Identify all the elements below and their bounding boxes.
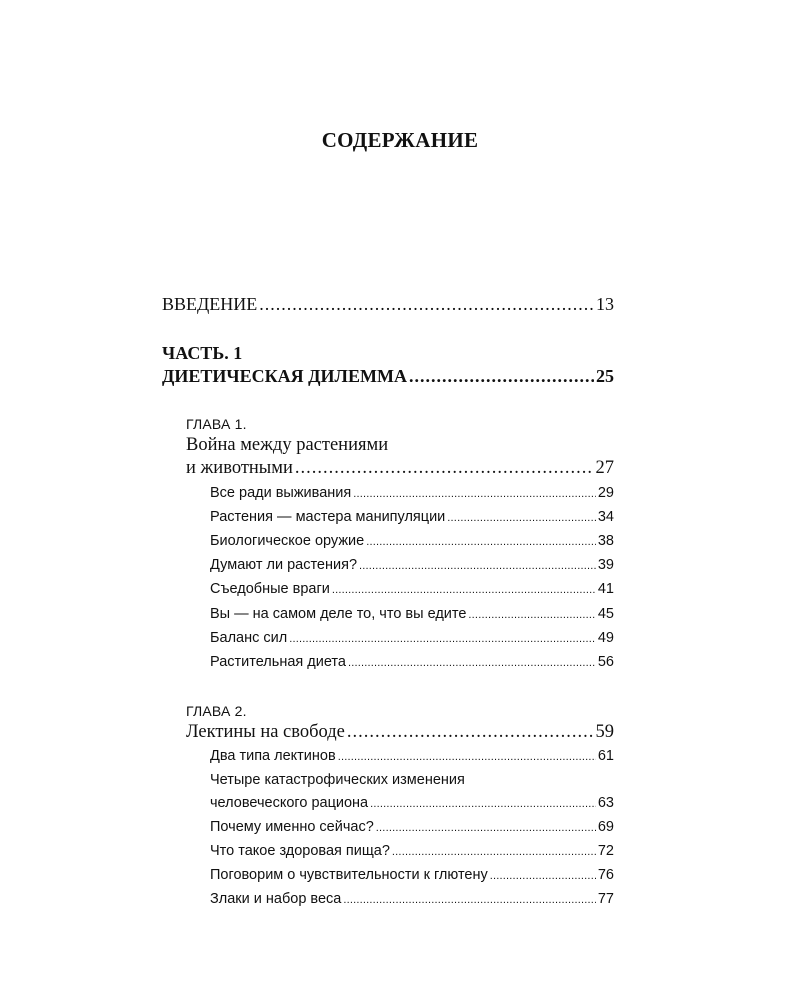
toc-section <box>210 485 614 501</box>
toc-section <box>210 533 614 549</box>
toc-page-number: 34 <box>597 509 614 525</box>
toc-page-number: 13 <box>596 294 614 314</box>
dot-leader <box>353 488 596 500</box>
toc-page-number: 38 <box>597 533 614 549</box>
toc-section <box>210 581 614 597</box>
toc-entry-part1 <box>162 366 614 387</box>
toc-entry-label: и животными <box>186 458 293 478</box>
toc-entry-label: ДИЕТИЧЕСКАЯ ДИЛЕММА <box>162 366 407 386</box>
toc-section-label: Все ради выживания <box>210 485 352 501</box>
toc-section <box>210 654 614 670</box>
toc-page-number: 27 <box>595 458 614 478</box>
chapter-label: ГЛАВА 1. <box>186 416 247 432</box>
toc-section <box>210 630 614 646</box>
dot-leader <box>295 458 594 479</box>
toc-section-label: Баланс сил <box>210 630 288 646</box>
toc-section <box>210 509 614 525</box>
dot-leader <box>359 560 596 572</box>
dot-leader <box>376 822 596 834</box>
toc-page-number: 72 <box>597 843 614 859</box>
toc-section <box>210 891 614 907</box>
toc-section <box>210 748 614 764</box>
dot-leader <box>348 657 596 669</box>
dot-leader <box>366 536 596 548</box>
toc-page-number: 49 <box>597 630 614 646</box>
toc-entry-chapter1 <box>186 458 614 479</box>
toc-section-label: Поговорим о чувствительности к глютену <box>210 867 488 883</box>
toc-section-label: Растения — мастера манипуляции <box>210 509 446 525</box>
toc-section <box>210 843 614 859</box>
dot-leader <box>343 894 596 906</box>
part-label: ЧАСТЬ. 1 <box>162 343 243 363</box>
dot-leader <box>289 633 596 645</box>
toc-section <box>210 819 614 835</box>
chapter-label: ГЛАВА 2. <box>186 703 247 719</box>
toc-entry-chapter2 <box>186 722 614 743</box>
toc-section-label: Два типа лектинов <box>210 748 336 764</box>
toc-page-number: 77 <box>597 891 614 907</box>
toc-page-number: 56 <box>597 654 614 670</box>
toc-section-label: Вы — на самом деле то, что вы едите <box>210 606 467 622</box>
toc-section-label: человеческого рациона <box>210 795 369 811</box>
toc-page-number: 69 <box>597 819 614 835</box>
toc-entry-label: Лектины на свободе <box>186 722 345 742</box>
dot-leader <box>332 584 596 596</box>
toc-section <box>210 867 614 883</box>
toc-page-number: 61 <box>597 748 614 764</box>
toc-page-number: 45 <box>597 606 614 622</box>
toc-entry-intro <box>162 294 614 315</box>
toc-page-number: 39 <box>597 557 614 573</box>
dot-leader <box>370 798 596 810</box>
toc-page-number: 25 <box>596 366 614 386</box>
toc-page-number: 76 <box>597 867 614 883</box>
toc-page-number: 63 <box>597 795 614 811</box>
chapter-title: Война между растениями <box>186 435 389 455</box>
dot-leader <box>447 512 596 524</box>
toc-section <box>210 795 614 811</box>
toc-section-label: Злаки и набор веса <box>210 891 342 907</box>
dot-leader <box>338 751 596 763</box>
dot-leader <box>490 870 596 882</box>
toc-section-label: Почему именно сейчас? <box>210 819 374 835</box>
toc-entry-label: ВВЕДЕНИЕ <box>162 294 258 314</box>
dot-leader <box>468 609 595 621</box>
dot-leader <box>392 846 596 858</box>
dot-leader <box>259 294 594 315</box>
toc-section <box>210 606 614 622</box>
dot-leader <box>347 722 594 743</box>
toc-page-number: 41 <box>597 581 614 597</box>
toc-page-number: 59 <box>595 722 614 742</box>
page-title: СОДЕРЖАНИЕ <box>321 128 479 152</box>
toc-section-label: Растительная диета <box>210 654 346 670</box>
toc-section-label: Думают ли растения? <box>210 557 358 573</box>
toc-page-number: 29 <box>597 485 614 501</box>
dot-leader <box>409 366 594 387</box>
toc-section-label: Четыре катастрофических изменения <box>210 772 465 788</box>
toc-section-label: Съедобные враги <box>210 581 330 597</box>
toc-section-label: Биологическое оружие <box>210 533 365 549</box>
toc-section-label: Что такое здоровая пища? <box>210 843 390 859</box>
toc-section <box>210 557 614 573</box>
